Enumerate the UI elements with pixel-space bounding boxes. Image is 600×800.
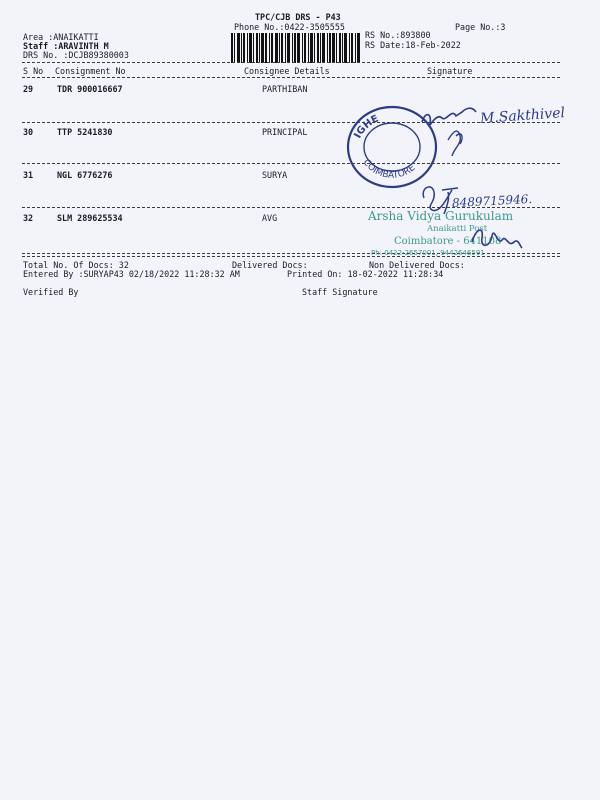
rule-header [22, 77, 560, 78]
stamp-round-bottom: COIMBATORE [360, 157, 418, 181]
signature-32-scribble [468, 218, 524, 256]
area-label: Area :ANAIKATTI [23, 32, 99, 42]
stamp-line-4: Ph: 0422-2657001, 9442646591 [371, 249, 485, 257]
page-number: Page No.:3 [455, 22, 506, 32]
entered-by: Entered By :SURYAP43 02/18/2022 11:28:32 AM [23, 269, 240, 279]
report-title: TPC/CJB DRS - P43 [255, 12, 341, 22]
stamp-line-1: Arsha Vidya Gurukulam [368, 209, 514, 223]
printed-on: Printed On: 18-02-2022 11:28:34 [287, 269, 444, 279]
row-sno: 30 [23, 127, 34, 137]
staff-signature: Staff Signature [302, 287, 378, 297]
drs-number: DRS No. :DCJB89380003 [23, 50, 129, 60]
svg-text:COIMBATORE [361, 158, 418, 181]
stamp-round-top: IGHE [352, 113, 381, 141]
row-sno: 31 [23, 170, 34, 180]
non-delivered-docs: Non Delivered Docs: [369, 260, 465, 270]
rs-date: RS Date:18-Feb-2022 [365, 40, 461, 50]
barcode [231, 33, 360, 63]
verified-by: Verified By [23, 287, 79, 297]
col-signature: Signature [427, 66, 473, 76]
rs-number: RS No.:893800 [365, 30, 431, 40]
row-divider [22, 163, 560, 164]
col-sno: S No [23, 66, 44, 76]
col-consignment: Consignment No [55, 66, 126, 76]
row-consignee: PARTHIBAN [262, 84, 308, 94]
stamp-line-2: Anaikatti Post [427, 224, 488, 234]
phone-number: Phone No.:0422-3505555 [234, 22, 345, 32]
row-consignment: SLM 289625534 [57, 213, 123, 223]
phone-31-handwriting: 8489715946. [451, 191, 533, 211]
row-consignee: PRINCIPAL [262, 127, 308, 137]
row-consignee: SURYA [262, 170, 288, 180]
row-consignment: TDR 900016667 [57, 84, 123, 94]
row-consignment: TTP 5241830 [57, 127, 113, 137]
row-sno: 29 [23, 84, 34, 94]
row-consignment: NGL 6776276 [57, 170, 113, 180]
rule-top [22, 62, 560, 63]
row-sno: 32 [23, 213, 34, 223]
row-consignee: AVG [262, 213, 278, 223]
signature-30-scribble [418, 100, 488, 160]
total-docs: Total No. Of Docs: 32 [23, 260, 129, 270]
col-consignee: Consignee Details [244, 66, 330, 76]
staff-label: Staff :ARAVINTH M [23, 41, 109, 51]
signature-30-handwriting: M.Sakthivel [479, 105, 566, 127]
stamp-line-3: Coimbatore - 641108 [394, 236, 502, 247]
delivered-docs: Delivered Docs: [232, 260, 308, 270]
